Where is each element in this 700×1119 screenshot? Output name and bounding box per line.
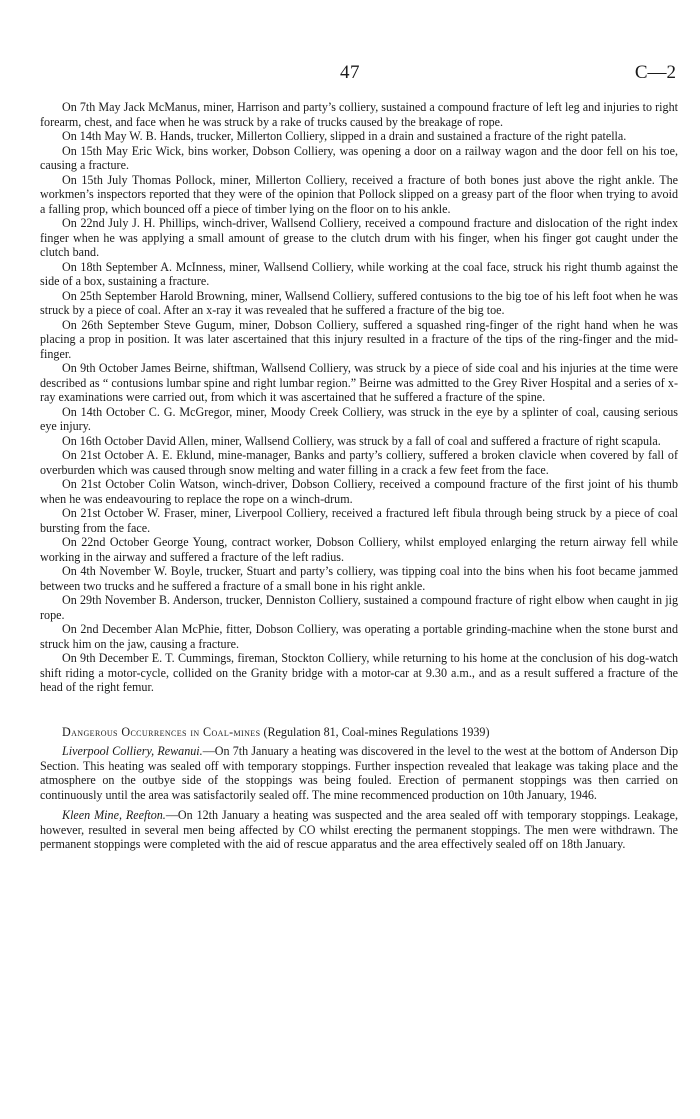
- body-text: [40, 100, 678, 852]
- accident-paragraph: On 9th December E. T. Cummings, fireman, Stockton Colliery, while returning to his home at the conclusion of his dog-watch shift riding a motor-cycle, collided on the Granity bridge with a motor-car at 9.30 a.m., and as a result suffered a fracture of the head of the right femur.: [40, 651, 678, 694]
- accident-paragraph: On 18th September A. McInness, miner, Wallsend Colliery, while working at the coal face, struck his right thumb against the side of a box, sustaining a fracture.: [40, 259, 678, 288]
- occurrence-location: Kleen Mine, Reefton.: [62, 808, 166, 822]
- accident-paragraph: On 29th November B. Anderson, trucker, Denniston Colliery, sustained a compound fracture of right elbow when caught in jig rope.: [40, 593, 678, 622]
- accident-paragraph: On 15th May Eric Wick, bins worker, Dobson Colliery, was opening a door on a railway wagon and the door fell on his toe, causing a fracture.: [40, 143, 678, 172]
- accident-paragraph: On 15th July Thomas Pollock, miner, Millerton Colliery, received a fracture of both bones just above the right ankle. The workmen’s inspectors reported that they were of the opinion that Pollock slipped on a greasy part of the floor when trying to avoid a falling prop, which bounced off a piece of timber lying on the floor on to his ankle.: [40, 172, 678, 216]
- accident-paragraph: On 14th May W. B. Hands, trucker, Millerton Colliery, slipped in a drain and sustained a fracture of the right patella.: [62, 129, 627, 143]
- accident-paragraph: On 26th September Steve Gugum, miner, Dobson Colliery, suffered a squashed ring-finger of the right hand when he was placing a prop in position. It was later ascertained that this injury resulted in a fracture of the tips of the ring-finger and the mid-finger.: [40, 317, 678, 361]
- page-number: 47: [340, 62, 360, 83]
- accident-paragraph: On 9th October James Beirne, shiftman, Wallsend Colliery, was struck by a piece of side coal and his injuries at the time were described as “ contusions lumbar spine and right lumbar region.” Beirne was admitted to the Grey River Hospital and a series of x-ray examinations were carried out, from which it was ascertained that he suffered a fracture of the spine.: [40, 361, 678, 404]
- occurrence-paragraph: [40, 808, 678, 852]
- occurrence-text: —On 7th January a heating was discovered in the level to the west at the bottom of Anderson Dip Section. This heating was sealed off with temporary stoppings. Further inspection revealed that leakage was taking place and the atmosphere on the outbye side of the stoppings was being fouled. Erection of permanent stoppings was then carried on continuously until the area was satisfactorily sealed off. The mine recommenced production on 10th January, 1946.: [40, 744, 678, 802]
- occurrence-text: —On 12th January a heating was suspected and the area sealed off with temporary stoppings. Leakage, however, resulted in several men being affected by CO whilst erecting the permanent stoppings. The men were withdrawn. The permanent stoppings were completed with the aid of rescue apparatus and the area effectively sealed off on 18th January.: [40, 808, 678, 851]
- section-heading: [40, 695, 678, 745]
- accident-paragraph: On 22nd October George Young, contract worker, Dobson Colliery, whilst employed enlarging the return airway fell while working in the airway and suffered a fracture of the left radius.: [40, 535, 678, 564]
- occurrence-location: Liverpool Colliery, Rewanui.: [62, 744, 203, 758]
- accident-paragraph: On 14th October C. G. McGregor, miner, Moody Creek Colliery, was struck in the eye by a splinter of coal, causing serious eye injury.: [40, 404, 678, 433]
- accident-paragraph: On 21st October A. E. Eklund, mine-manager, Banks and party’s colliery, suffered a broken clavicle when covered by fall of overburden which was caused through snow melting and water filling in a crack a few feet from the face.: [40, 448, 678, 477]
- accident-paragraph: On 4th November W. Boyle, trucker, Stuart and party’s colliery, was tipping coal into the bins when his foot became jammed between two trucks and he suffered a fracture of a small bone in his right ankle.: [40, 564, 678, 593]
- accident-paragraph: On 22nd July J. H. Phillips, winch-driver, Wallsend Colliery, received a compound fracture and dislocation of the right index finger when he was applying a small amount of grease to the clutch drum with his finger, when his finger got caught under the clutch band.: [40, 216, 678, 259]
- section-code: C—2: [634, 62, 676, 83]
- accident-paragraph: On 21st October Colin Watson, winch-driver, Dobson Colliery, received a compound fracture of the first joint of his thumb when he was endeavouring to replace the rope on a winch-drum.: [40, 477, 678, 506]
- accident-paragraph: On 7th May Jack McManus, miner, Harrison and party’s colliery, sustained a compound fracture of left leg and injuries to right forearm, chest, and face when he was struck by a rake of trucks caused by the breakage of rope.: [40, 100, 678, 129]
- accident-paragraph: On 25th September Harold Browning, miner, Wallsend Colliery, suffered contusions to the big toe of his left foot when he was struck by a piece of coal. After an x-ray it was revealed that he suffered a fracture of the big toe.: [40, 288, 678, 317]
- accident-paragraph: On 21st October W. Fraser, miner, Liverpool Colliery, received a fractured left fibula through being struck by a piece of coal bursting from the face.: [40, 506, 678, 535]
- accident-paragraph: On 16th October David Allen, miner, Wallsend Colliery, was struck by a fall of coal and suffered a fracture of right scapula.: [62, 433, 661, 448]
- occurrence-paragraph: [40, 744, 678, 802]
- accident-paragraph: On 2nd December Alan McPhie, fitter, Dobson Colliery, was operating a portable grinding-machine when the stone burst and struck him on the jaw, causing a fracture.: [40, 622, 678, 651]
- section-heading-regulation: (Regulation 81, Coal-mines Regulations 1939): [260, 724, 490, 739]
- section-heading-caps: Dangerous Occurrences in Coal-mines: [62, 724, 261, 739]
